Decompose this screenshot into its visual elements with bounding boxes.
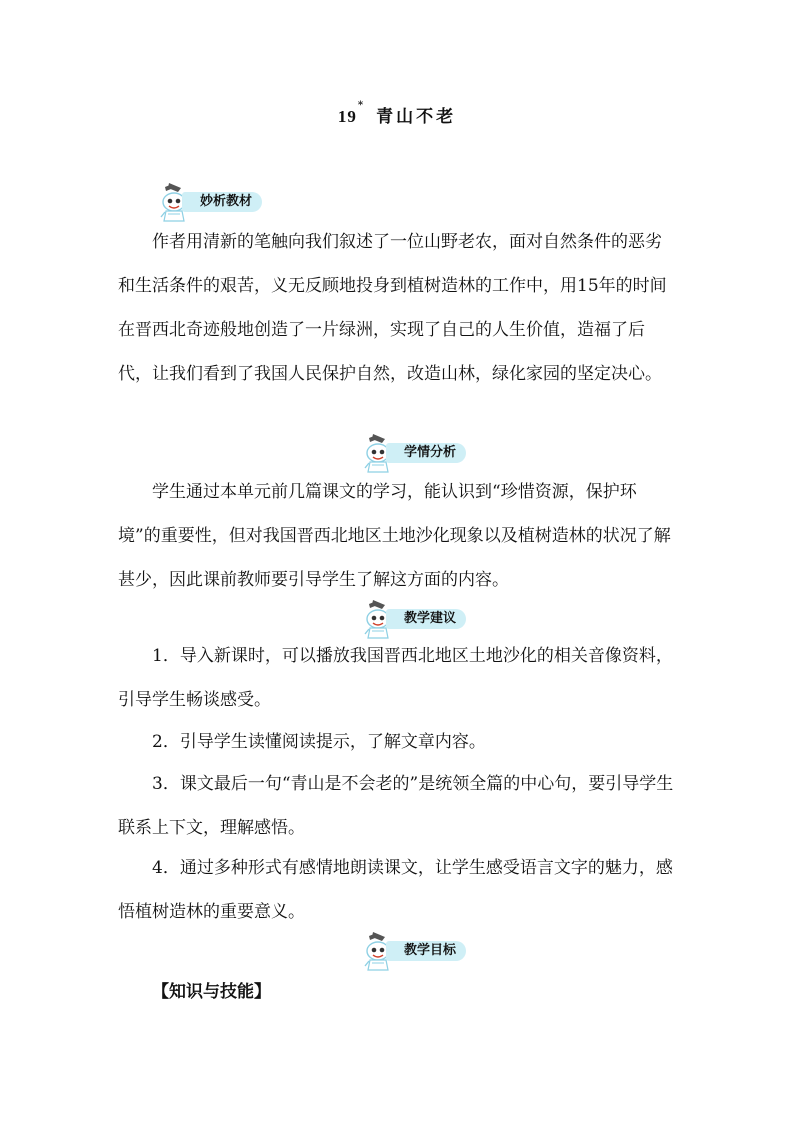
subheading-knowledge-skills: 【知识与技能】: [152, 982, 271, 1002]
suggestion-item-3: 3．课文最后一句“青山是不会老的”是统领全篇的中心句，要引导学生联系上下文，理解感悟。: [118, 774, 674, 838]
lesson-name: 青山不老: [376, 107, 457, 127]
suggestion-item-4: 4．通过多种形式有感情地朗读课文，让学生感受语言文字的魅力，感悟植树造林的重要意义。: [118, 858, 673, 922]
paragraph-textbook-analysis: 作者用清新的笔触向我们叙述了一位山野老农，面对自然条件的恶劣和生活条件的艰苦，义无反顾地投身到植树造林的工作中，用15年的时间在晋西北奇迹般地创造了一片绿洲，实现了自己的人生价值，造福了后代，让我们看到了我国人民保护自然，改造山林，绿化家园的坚定决心。: [118, 232, 667, 384]
suggestion-item-2: 2．引导学生读懂阅读提示，了解文章内容。: [152, 732, 486, 752]
section-badge-label: 学情分析: [386, 443, 466, 463]
section-badge-label: 教学建议: [386, 609, 466, 629]
section-badge-label: 妙析教材: [182, 192, 262, 212]
paragraph-student-analysis: 学生通过本单元前几篇课文的学习，能认识到“珍惜资源，保护环境”的重要性，但对我国晋西北地区土地沙化现象以及植树造林的状况了解甚少，因此课前教师要引导学生了解这方面的内容。: [118, 482, 671, 590]
lesson-title: [0, 102, 794, 127]
lesson-number: 19: [337, 107, 357, 126]
section-badge-teaching-goals: [360, 930, 472, 972]
section-badge-student-analysis: [360, 432, 472, 474]
section-badge-textbook-analysis: [156, 181, 268, 223]
suggestion-item-1: 1．导入新课时，可以播放我国晋西北地区土地沙化的相关音像资料，引导学生畅谈感受。: [118, 646, 673, 710]
optional-lesson-mark: *: [357, 100, 365, 111]
section-badge-label: 教学目标: [386, 941, 466, 961]
